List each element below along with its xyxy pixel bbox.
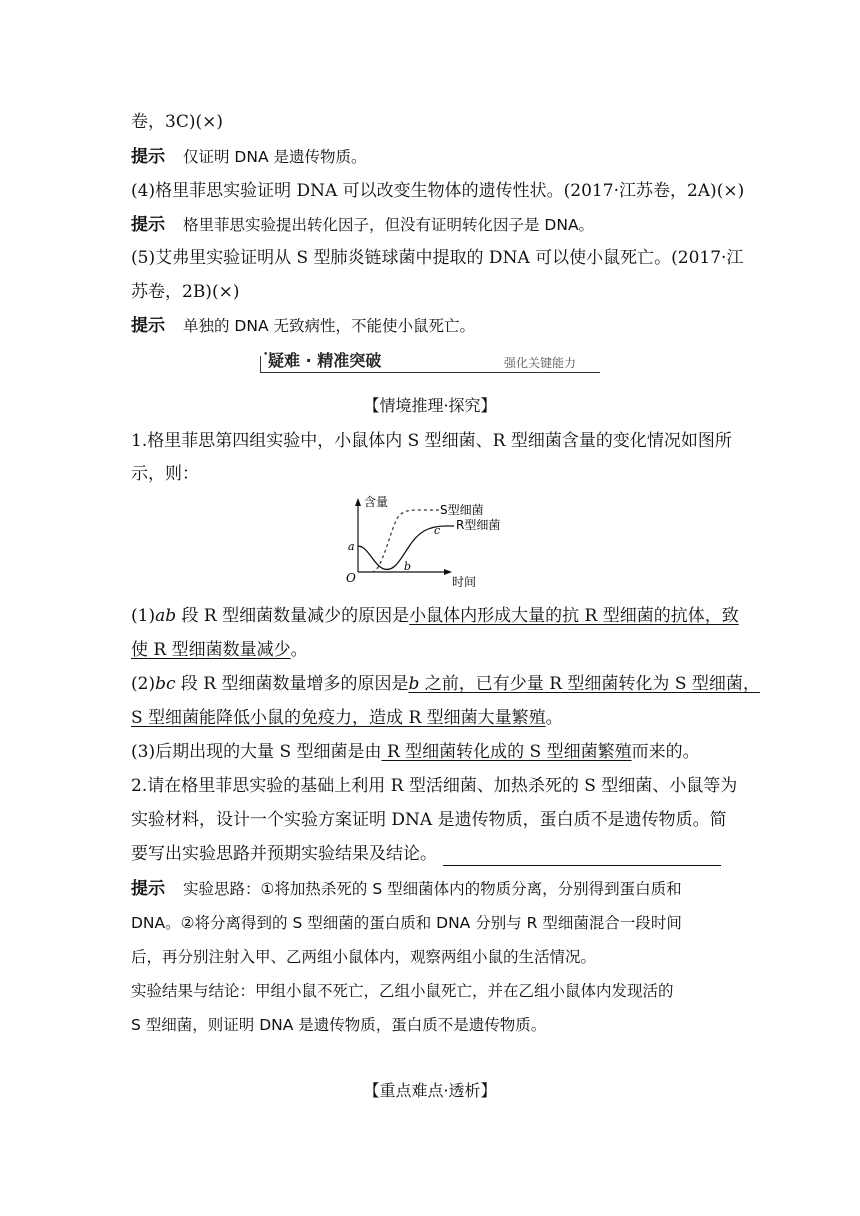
series-label-r: R型细菌 <box>456 518 501 532</box>
x-axis-label: 时间 <box>452 575 477 589</box>
answer-end: 。 <box>545 708 563 728</box>
text-line: (5)艾弗里实验证明从 S 型肺炎链球菌中提取的 DNA 可以使小鼠死亡。(2017·江 <box>131 248 744 268</box>
answer-end: 。 <box>290 640 308 660</box>
text-line: 卷，3C)(×) <box>131 112 223 132</box>
question-line <box>131 842 721 866</box>
series-label-s: S型细菌 <box>440 503 484 517</box>
tip-label: 提示 <box>131 215 165 235</box>
tip-text: 实验思路：①将加热杀死的 S 型细菌体内的物质分离，分别得到蛋白质和 <box>183 880 682 898</box>
segment-bc: bc <box>155 674 176 694</box>
banner-dot: • <box>263 350 269 360</box>
tip-line: 实验结果与结论：甲组小鼠不死亡，乙组小鼠死亡，并在乙组小鼠体内发现活的 <box>131 982 674 1000</box>
answer-prefix: (2) <box>131 674 156 694</box>
answer-line <box>131 672 760 696</box>
tip-label: 提示 <box>131 879 165 899</box>
section-heading: 【情境推理·探究】 <box>363 396 497 415</box>
tip-line <box>131 213 594 237</box>
section-heading: 【重点难点·透析】 <box>363 1081 497 1100</box>
tip-text: 格里菲思实验提出转化因子，但没有证明转化因子是 DNA。 <box>183 216 595 234</box>
question-line: 2.请在格里菲思实验的基础上利用 R 型活细菌、加热杀死的 S 型细菌、小鼠等为 <box>131 776 738 796</box>
answer-stem: 段 R 型细菌数量增多的原因是 <box>175 674 409 694</box>
question-line: 实验材料，设计一个实验方案证明 DNA 是遗传物质，蛋白质不是遗传物质。简 <box>131 810 727 830</box>
section-banner <box>258 346 602 376</box>
origin-label: O <box>346 571 356 585</box>
question-line: 1.格里菲思第四组实验中，小鼠体内 S 型细菌、R 型细菌含量的变化情况如图所 <box>131 431 732 451</box>
tip-text: 仅证明 DNA 是遗传物质。 <box>183 148 367 166</box>
answer-text: 之前，已有少量 R 型细菌转化为 S 型细菌， <box>419 674 760 694</box>
banner-underline <box>260 372 600 373</box>
answer-prefix: (1) <box>131 606 156 626</box>
y-axis-arrow <box>355 498 361 506</box>
banner-tick <box>260 356 261 373</box>
tip-label: 提示 <box>131 147 165 167</box>
answer-stem: (3)后期出现的大量 S 型细菌是由 <box>131 742 382 762</box>
answer-line <box>131 638 308 662</box>
point-b: b <box>408 674 420 694</box>
tip-line: 后，再分别注射入甲、乙两组小鼠体内，观察两组小鼠的生活情况。 <box>131 948 597 966</box>
tip-text: 单独的 DNA 无致病性，不能使小鼠死亡。 <box>183 317 475 335</box>
banner-subtitle: 强化关键能力 <box>504 356 577 370</box>
bacteria-chart <box>336 490 516 590</box>
answer-text: R 型细菌转化成的 S 型细菌繁殖 <box>381 742 632 762</box>
banner-title: 疑难 · 精准突破 <box>268 351 382 370</box>
answer-text: 小鼠体内形成大量的抗 R 型细菌的抗体，致 <box>409 606 739 626</box>
answer-stem: 段 R 型细菌数量减少的原因是 <box>176 606 410 626</box>
point-label-a: a <box>348 540 355 553</box>
answer-blank[interactable] <box>443 847 721 866</box>
answer-text: S 型细菌能降低小鼠的免疫力，造成 R 型细菌大量繁殖 <box>131 708 546 728</box>
answer-text: 使 R 型细菌数量减少 <box>131 640 291 660</box>
x-axis-arrow <box>444 569 452 575</box>
point-label-b: b <box>404 560 412 573</box>
answer-line <box>131 604 739 628</box>
tip-line <box>131 314 475 338</box>
point-label-c: c <box>434 524 441 537</box>
tip-line: S 型细菌，则证明 DNA 是遗传物质，蛋白质不是遗传物质。 <box>131 1016 547 1034</box>
text-line: (4)格里菲思实验证明 DNA 可以改变生物体的遗传性状。(2017·江苏卷，2A)(×) <box>131 181 745 201</box>
tip-label: 提示 <box>131 316 165 336</box>
tip-line: DNA。②将分离得到的 S 型细菌的蛋白质和 DNA 分别与 R 型细菌混合一段时间 <box>131 914 682 932</box>
text-line: 苏卷，2B)(×) <box>131 282 240 302</box>
tip-line <box>131 145 367 169</box>
segment-ab: ab <box>155 606 177 626</box>
answer-line <box>131 740 700 764</box>
question-line: 示，则： <box>131 464 199 484</box>
answer-line <box>131 706 563 730</box>
answer-end: 而来的。 <box>631 742 700 762</box>
tip-line <box>131 877 682 901</box>
question-text: 要写出实验思路并预期实验结果及结论。 <box>131 844 437 864</box>
y-axis-label: 含量 <box>364 495 389 509</box>
